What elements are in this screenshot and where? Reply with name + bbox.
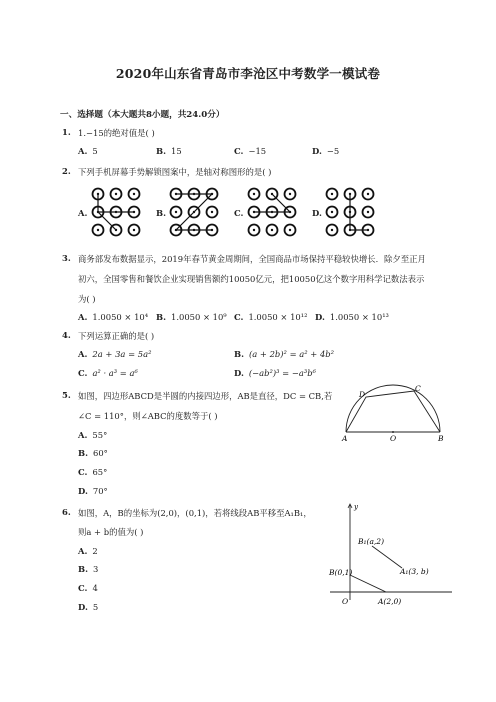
- question-number: 2.: [62, 166, 71, 176]
- unlock-pattern-c-figure: [246, 186, 298, 238]
- question-text: 下列运算正确的是( ): [78, 331, 155, 341]
- option-d: D. 5: [78, 602, 99, 612]
- coordinate-figure: [326, 500, 456, 612]
- question-text-line-1: 如图，A，B的坐标为(2,0)，(0,1)，若将线段AB平移至A₁B₁，: [78, 508, 312, 518]
- y-axis-label: y: [354, 503, 358, 511]
- point-b1-label: B₁(a,2): [358, 537, 384, 546]
- option-c: C. 1.0050 × 10¹²: [234, 312, 308, 322]
- option-d: D. −5: [312, 146, 340, 156]
- option-c-label: C.: [234, 208, 244, 218]
- option-b: B. (a + 2b)² = a² + 4b²: [234, 349, 334, 359]
- option-a: A. 2: [78, 546, 98, 556]
- point-b-label: B: [438, 434, 444, 443]
- option-c: C. 4: [78, 583, 98, 593]
- point-b-label: B(0,1): [329, 568, 353, 577]
- question-number: 1.: [62, 127, 71, 137]
- point-a-label: A(2,0): [378, 597, 402, 606]
- option-b: B. 1.0050 × 10⁹: [156, 312, 227, 322]
- page-title: 2020年山东省青岛市李沧区中考数学一模试卷: [115, 66, 381, 81]
- question-text-line-1: 如图，四边形ABCD是半圆的内接四边形，AB是直径，DC = CB,若: [78, 391, 333, 401]
- unlock-pattern-b-figure: [168, 186, 220, 238]
- option-d: D. 70°: [78, 486, 108, 496]
- option-a: A. 55°: [78, 430, 108, 440]
- option-b: B. 15: [156, 146, 182, 156]
- question-text-line-2: 初六，全国零售和餐饮企业实现销售额约10050亿元，把10050亿这个数字用科学记数法表示: [78, 274, 425, 284]
- option-a-label: A.: [78, 208, 88, 218]
- option-b: B. 3: [78, 564, 99, 574]
- question-text-line-2: 则a + b的值为( ): [78, 527, 144, 537]
- point-a-label: A: [342, 434, 348, 443]
- section-heading: 一、选择题（本大题共8小题，共24.0分）: [60, 110, 225, 120]
- semicircle-figure: [338, 384, 448, 444]
- question-number: 6.: [62, 507, 71, 517]
- unlock-pattern-d-figure: [324, 186, 376, 238]
- question-text: 1.−15的绝对值是( ): [78, 128, 155, 138]
- option-d-label: D.: [312, 208, 322, 218]
- question-number: 5.: [62, 390, 71, 400]
- question-text-line-2: ∠C = 110°，则∠ABC的度数等于( ): [78, 411, 218, 421]
- question-number: 4.: [62, 330, 71, 340]
- point-c-label: C: [415, 384, 421, 393]
- question-number: 3.: [62, 253, 71, 263]
- option-c: C. 65°: [78, 467, 108, 477]
- origin-label: O: [342, 597, 349, 606]
- point-a1-label: A₁(3, b): [400, 567, 429, 576]
- option-c: C. −15: [234, 146, 267, 156]
- option-d: D. (−ab²)³ = −a³b⁶: [234, 368, 316, 378]
- question-text: 下列手机屏幕手势解锁图案中，是轴对称图形的是( ): [78, 167, 272, 177]
- option-d: D. 1.0050 × 10¹³: [315, 312, 389, 322]
- point-d-label: D: [359, 390, 366, 399]
- question-text-line-3: 为( ): [78, 294, 96, 304]
- option-a: A. 2a + 3a = 5a²: [78, 349, 152, 359]
- option-c: C. a² · a³ = a⁶: [78, 368, 138, 378]
- option-b: B. 60°: [78, 448, 108, 458]
- option-a: A. 5: [78, 146, 98, 156]
- question-text-line-1: 商务部发布数据显示，2019年春节黄金周期间，全国商品市场保持平稳较快增长．除夕至正月: [78, 254, 426, 264]
- option-b-label: B.: [156, 208, 166, 218]
- unlock-pattern-a-figure: [90, 186, 142, 238]
- option-a: A. 1.0050 × 10⁴: [78, 312, 149, 322]
- point-o-label: O: [390, 434, 397, 443]
